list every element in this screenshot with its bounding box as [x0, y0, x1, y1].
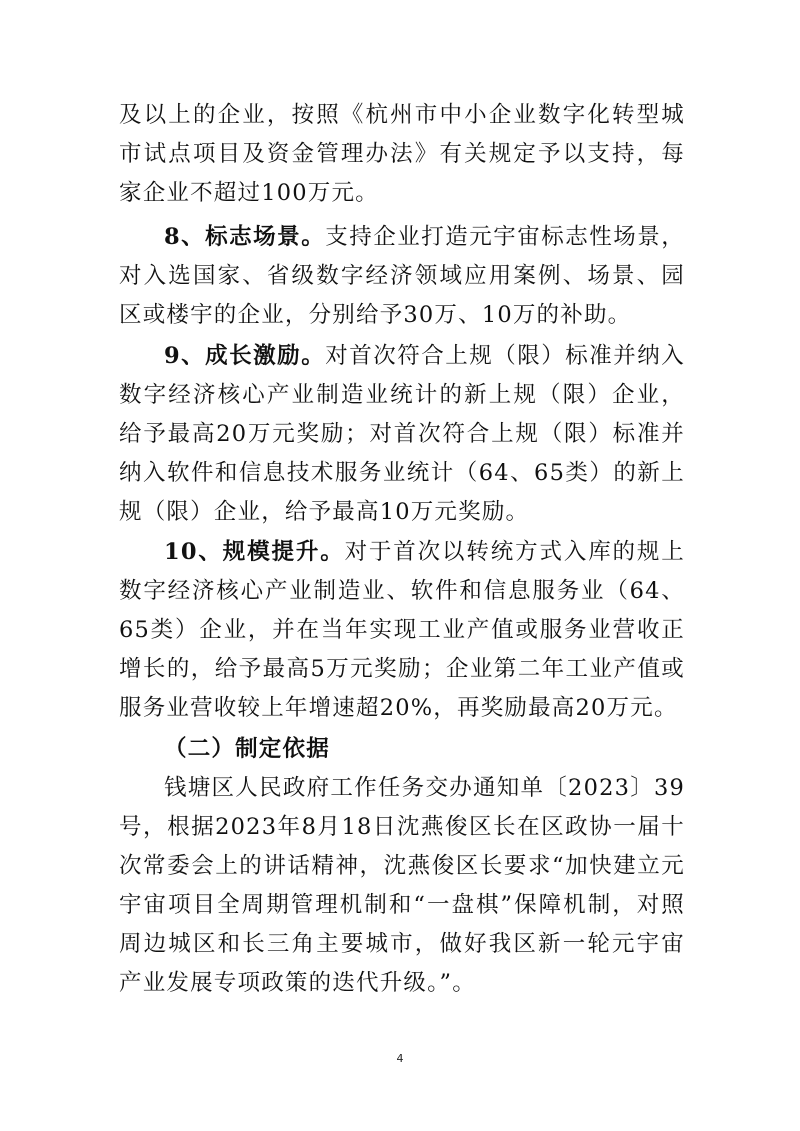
page-number: 4 [396, 1052, 404, 1065]
item-8-title: 8、标志场景。 [164, 224, 326, 250]
item-9-paragraph [119, 337, 685, 532]
item-9-body: 对首次符合上规（限）标准并纳入数字经济核心产业制造业统计的新上规（限）企业，给予最高20万元奖励；对首次符合上规（限）标准并纳入软件和信息技术服务业统计（64、65类）的新上规（限）企业，给予最高10万元奖励。 [119, 343, 685, 525]
section-heading: （二）制定依据 [164, 736, 330, 762]
item-8-paragraph [119, 218, 685, 335]
item-10-body: 对于首次以转统方式入库的规上数字经济核心产业制造业、软件和信息服务业（64、65类）企业，并在当年实现工业产值或服务业营收正增长的，给予最高5万元奖励；企业第二年工业产值或服务业营收较上年增速超20%，再奖励最高20万元。 [119, 539, 685, 721]
item-10-title: 10、规模提升。 [164, 539, 345, 565]
item-10-paragraph [119, 533, 685, 728]
item-8-body: 支持企业打造元宇宙标志性场景，对入选国家、省级数字经济领域应用案例、场景、园区或楼宇的企业，分别给予30万、10万的补助。 [119, 224, 685, 328]
continuation-paragraph: 及以上的企业，按照《杭州市中小企业数字化转型城市试点项目及资金管理办法》有关规定予以支持，每家企业不超过100万元。 [119, 102, 685, 206]
basis-paragraph: 钱塘区人民政府工作任务交办通知单〔2023〕39号，根据2023年8月18日沈燕俊区长在区政协一届十次常委会上的讲话精神，沈燕俊区长要求“加快建立元宇宙项目全周期管理机制和“一盘棋”保障机制，对照周边城区和长三角主要城市，做好我区新一轮元宇宙产业发展专项政策的迭代升级。”。 [119, 775, 685, 996]
item-9-title: 9、成长激励。 [164, 343, 326, 369]
